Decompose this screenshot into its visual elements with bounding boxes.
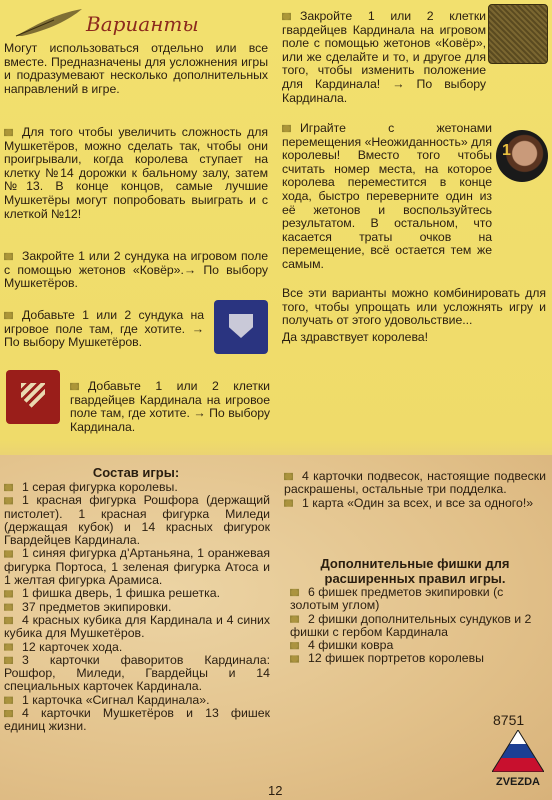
product-code: 8751 [493,712,525,728]
variant-surprise-paragraph: Играйте с жетонами перемещения «Неожиданность» для королевы! Вместо того чтобы считать номер места, на которое королева переместится в конце хода, быстро переверните один из её жетонов и воспользуйтесь результатом. В остальном, что касается траты очков на перемещение, всё остается тем же самым. [282,121,492,271]
list-item: 3 карточки фаворитов Кардинала: Рошфор, Миледи, Гвардейцы и 14 специальных карточек Кардинала. [4,652,270,694]
cardinal-token-image [6,370,60,424]
variant-cover-guards-paragraph: Закройте 1 или 2 клетки гвардейцев Кардинала на игровом поле с помощью жетонов «Ковёр», или же сделайте и то, и другое для того, чтобы изменить положение для Кардинала! → По выбору Кардинала. [282,9,486,105]
list-item: 12 карточек хода. [4,641,270,654]
section-header [8,4,199,36]
list-item: 4 карточки Мушкетёров и 13 фишек единиц жизни. [4,706,270,734]
page-number: 12 [268,783,283,798]
list-item: 37 предметов экипировки. [4,601,270,614]
pointing-hand-icon [4,603,19,612]
pointing-hand-icon [4,252,19,261]
list-item: 4 фишки ковра [290,639,546,652]
pointing-hand-icon [290,654,305,663]
pointing-hand-icon [282,124,297,133]
list-item: 1 серая фигурка королевы. [4,481,270,494]
pointing-hand-icon [4,128,19,137]
pointing-hand-icon [4,496,19,505]
brand-logo [488,730,548,794]
list-item: 1 красная фигурка Рошфора (держащий пистолет). 1 красная фигурка Миледи (держащая кубок) и 14 красных фигурок Гвардейцев Кардинала. [4,493,270,548]
pointing-hand-icon [4,696,19,705]
variant-close-chests-paragraph: Закройте 1 или 2 сундука на игровом поле с помощью жетонов «Ковёр».→ По выбору Мушкетёров. [4,249,268,291]
pointing-hand-icon [282,12,297,21]
pointing-hand-icon [4,549,19,558]
list-item: 4 красных кубика для Кардинала и 4 синих кубика для Мушкетёров. [4,612,270,641]
queen-surprise-token-image [496,130,548,182]
pointing-hand-icon [4,643,19,652]
quill-icon [14,6,84,40]
variant-difficulty-paragraph: Для того чтобы увеличить сложность для Мушкетёров, можно сделать так, чтобы они проигрывали, когда королева ступает на клетку №14 дорожки к бальному залу, затем №13. В конце концов, самые лучшие Мушкетёры могут попробовать выиграть и с клеткой №12! [4,125,268,221]
extra-tokens-list [290,586,546,666]
list-item: 4 карточки подвесок, настоящие подвески раскрашены, остальные три подделка. [284,469,546,497]
contents-title: Состав игры: [92,465,180,480]
chest-emblem-icon [229,314,253,338]
extra-contents-list [284,470,546,510]
variant-add-chests-paragraph: Добавьте 1 или 2 сундука на игровое поле там, где хотите. → По выбору Мушкетёров. [4,308,204,350]
list-item: 6 фишек предметов экипировки (с золотым углом) [290,585,504,613]
pointing-hand-icon [290,615,305,624]
extra-tokens-title: Дополнительные фишки для расширенных правил игры. [320,556,510,586]
list-item: 1 карточка «Сигнал Кардинала». [4,694,270,707]
list-item: 2 фишки дополнительных сундуков и 2 фишки с гербом Кардинала [290,611,532,639]
pointing-hand-icon [290,641,305,650]
combine-variants-paragraph: Все эти варианты можно комбинировать для того, чтобы упрощать или усложнять игру и получать от этого удовольствие... [282,286,546,328]
variant-add-guards-paragraph: Добавьте 1 или 2 клетки гвардейцев Кардинала на игровое поле там, где хотите. → По выбору Кардинала. [70,379,270,434]
list-item: 1 фишка дверь, 1 фишка решетка. [4,587,270,600]
brand-name: ZVEZDA [496,776,540,788]
closing-line: Да здравствует королева! [282,330,428,344]
russian-flag-icon [492,730,544,772]
pointing-hand-icon [284,472,299,481]
carpet-token-image [488,4,548,64]
pointing-hand-icon [290,588,305,597]
cardinal-coat-of-arms-icon [21,383,45,409]
pointing-hand-icon [4,589,19,598]
pointing-hand-icon [70,382,85,391]
list-item: 1 синяя фигурка д'Артаньяна, 1 оранжевая фигурка Портоса, 1 зеленая фигурка Атоса и 1 желтая фигурка Арамиса. [4,546,270,588]
pointing-hand-icon [4,656,19,665]
pointing-hand-icon [4,311,19,320]
pointing-hand-icon [4,483,19,492]
chest-token-image [214,300,268,354]
section-title: Варианты [86,12,199,36]
intro-paragraph: Могут использоваться отдельно или все вместе. Предназначены для усложнения игры и подразумевают несколько дополнительных направлений в игре. [4,41,268,96]
list-item: 12 фишек портретов королевы [290,652,546,665]
list-item: 1 карта «Один за всех, и все за одного!» [284,497,546,510]
pointing-hand-icon [284,499,299,508]
pointing-hand-icon [4,616,19,625]
contents-list [4,481,270,734]
pointing-hand-icon [4,709,19,718]
token-number: 1 [502,142,511,159]
